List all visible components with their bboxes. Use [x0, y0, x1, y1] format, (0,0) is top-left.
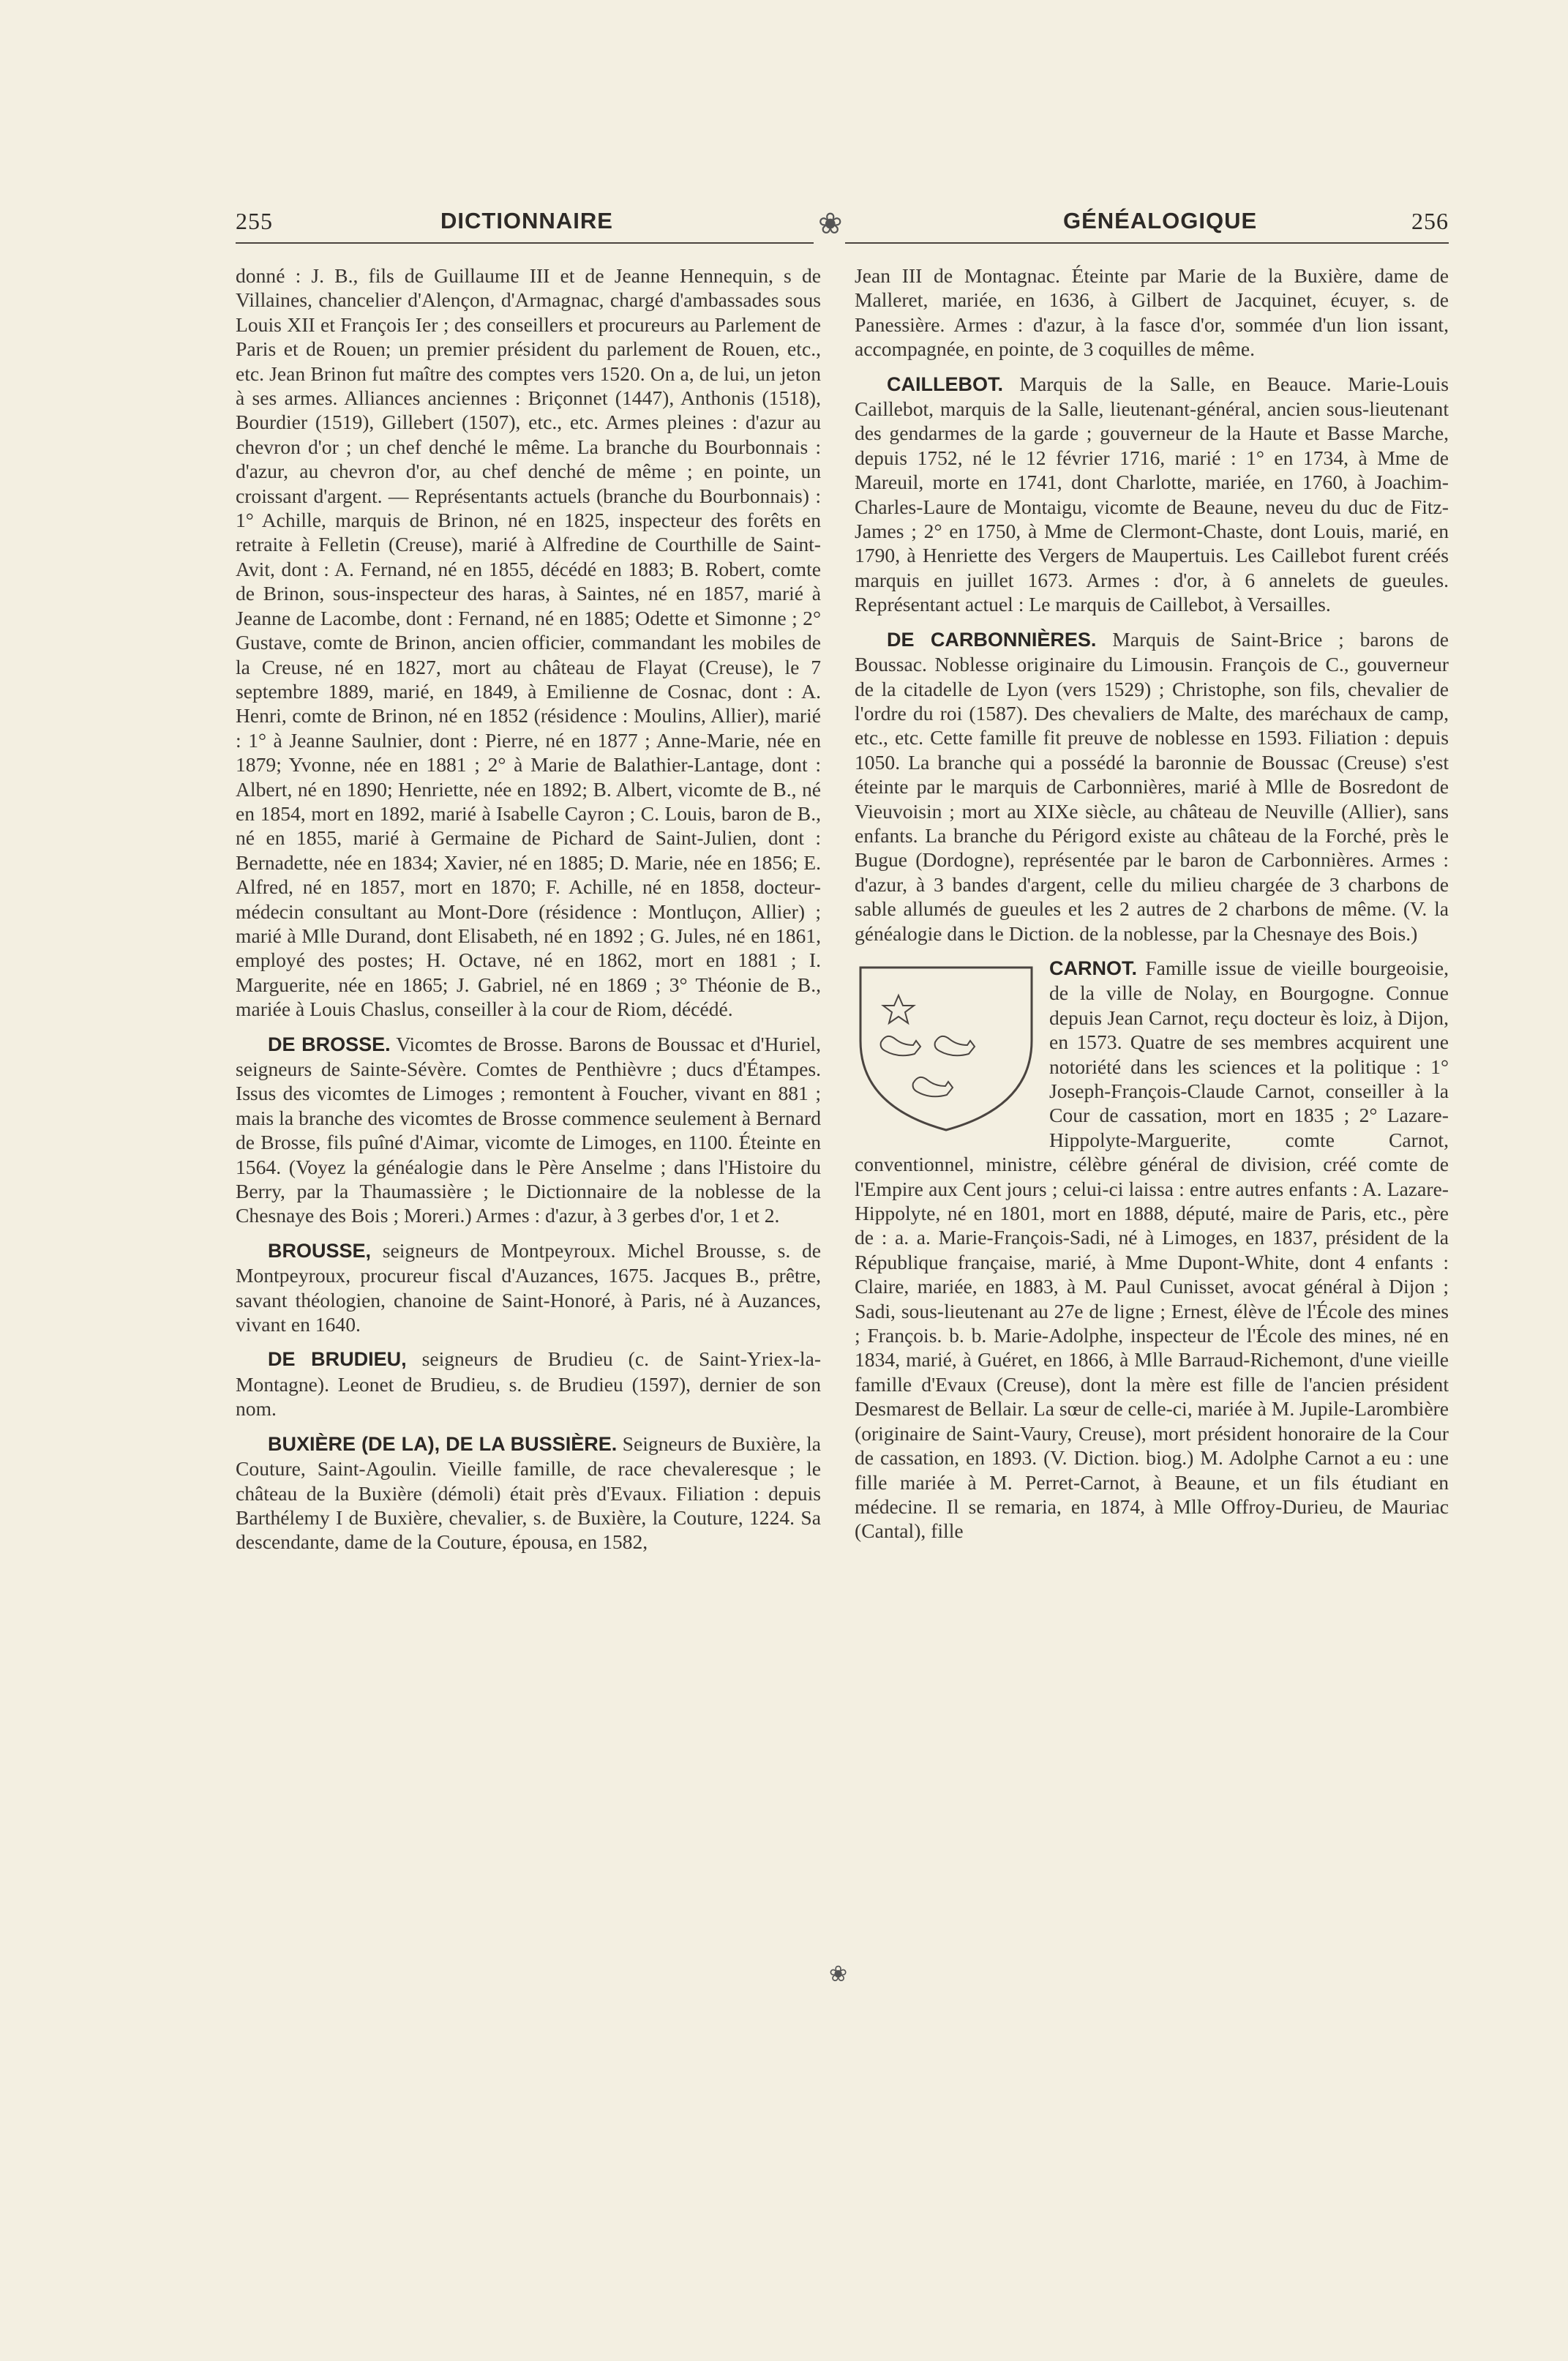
entry-buxiere	[236, 1432, 821, 1554]
entry-text: Marquis de Saint-Brice ; barons de Boussac. Noblesse originaire du Limousin. François de C., gouverneur de la citadelle de Lyon (vers 1529) ; Christophe, son fils, chevalier de l'ordre du roi (1587). Des chevaliers de Malte, des maréchaux de camp, etc., etc. Cette famille fit preuve de noblesse en 1593. Filiation : depuis 1050. La branche qui a possédé la baronnie de Boussac (Creuse) s'est éteinte par le marquis de Carbonnières, marié à Mlle de Bosredont de Vieuvoisin ; mort au XIXe siècle, au château de Neuville (Allier), sans enfants. La branche du Périgord existe au château de la Forché, près le Bugue (Dordogne), représentée par le baron de Carbonnières. Armes : d'azur, à 3 bandes d'argent, celle du milieu chargée de 3 charbons de sable allumés de gueules et les 2 autres de 2 charbons de même. (V. la généalogie dans le Diction. de la noblesse, par la Chesnaye des Bois.)	[855, 627, 1449, 945]
entry-text: seigneurs de Brudieu (c. de Saint-Yriex-la-Montagne). Leonet de Brudieu, s. de Brudieu (1597), dernier de son nom.	[236, 1347, 822, 1421]
header-rule-right	[845, 242, 1449, 244]
entry-heading: CAILLEBOT.	[887, 373, 1003, 395]
fleuron-ornament-icon: ❀	[818, 207, 843, 240]
entry-heading: CARNOT.	[1049, 957, 1137, 979]
left-running-title: DICTIONNAIRE	[440, 208, 613, 233]
entry-heading: BUXIÈRE (DE LA), DE LA BUSSIÈRE.	[268, 1432, 618, 1455]
carnot-coat-of-arms-icon	[855, 960, 1038, 1136]
buxiere-continuation: Jean III de Montagnac. Éteinte par Marie de la Buxière, dame de Malleret, mariée, en 1636, à Gilbert de Jacquinet, écuyer, s. de Panessière. Armes : d'azur, à la fasce d'or, sommée d'un lion issant, accompagnée, en pointe, de 3 coquilles de même.	[855, 264, 1449, 361]
right-running-title: GÉNÉALOGIQUE	[1063, 208, 1258, 233]
entry-heading: DE BRUDIEU,	[268, 1348, 407, 1371]
entry-heading: BROUSSE,	[268, 1239, 372, 1262]
entry-de-carbonnieres	[855, 627, 1449, 946]
entry-de-brosse	[236, 1032, 821, 1228]
entry-text: Vicomtes de Brosse. Barons de Boussac et d'Huriel, seigneurs de Sainte-Sévère. Comtes de Penthièvre ; ducs d'Étampes. Issus des vicomtes de Limoges ; remontent à Foucher, vivant en 881 ; mais la branche des vicomtes de Brosse commence seulement à Bernard de Brosse, fils puîné d'Aimar, vicomte de Limoges, en 1100. Éteinte en 1564. (Voyez la généalogie dans le Père Anselme ; dans l'Histoire du Berry, par la Thaumassière ; le Dictionnaire de la noblesse de la Chesnaye des Bois ; Moreri.) Armes : d'azur, à 3 gerbes d'or, 1 et 2.	[236, 1032, 821, 1227]
entry-text: Marquis de la Salle, en Beauce. Marie-Louis Caillebot, marquis de la Salle, lieutenant-général, ancien sous-lieutenant des gendarmes de la garde ; gouverneur de la Haute et Basse Marche, depuis 1752, né le 12 février 1716, marié : 1° en 1734, à Mme de Mareuil, morte en 1741, dont Charlotte, mariée, en 1760, à Joachim-Charles-Laure de Montaigu, vicomte de Beaune, neveu du duc de Fitz-James ; 2° en 1750, à Mme de Clermont-Chaste, dont Louis, marié, en 1790, à Henriette des Vergers de Maupertuis. Les Caillebot furent créés marquis en juillet 1673. Armes : d'or, à 6 annelets de gueules. Représentant actuel : Le marquis de Caillebot, à Versailles.	[855, 372, 1449, 616]
header-rule-left	[236, 242, 814, 244]
fleuron-ornament-bottom-icon: ❀	[829, 1962, 848, 1986]
right-column	[855, 263, 1449, 1544]
left-page-number: 255	[236, 208, 273, 234]
entry-carnot	[855, 956, 1449, 1544]
entry-text: Famille issue de vieille bourgeoisie, de la ville de Nolay, en Bourgogne. Connue depuis Jean Carnot, reçu docteur ès loiz, à Dijon, en 1573. Quatre de ses membres acquirent une notoriété dans les sciences et la politique : 1° Joseph-François-Claude Carnot, conseiller à la Cour de cassation, mort en 1835 ; 2° Lazare-Hippolyte-Marguerite, comte Carnot, conventionnel, ministre, célèbre général de division, créé comte de l'Empire aux Cent jours ; celui-ci laissa : entre autres enfants : A. Lazare-Hippolyte, né en 1801, mort en 1888, député, maire de Paris, etc., père de : a. a. Marie-François-Sadi, né à Limoges, en 1837, président de la République française, marié, à Mme Dupont-White, dont 4 enfants : Claire, mariée, en 1883, à M. Paul Cunisset, avocat général à Dijon ; Sadi, sous-lieutenant au 27e de ligne ; Ernest, élève de l'École des mines ; François. b. b. Marie-Adolphe, inspecteur de l'École des mines, né en 1834, marié, à Guéret, en 1866, à Mlle Barraud-Richemont, d'une vieille famille d'Evaux (Creuse), dont la mère est fille de l'ancien président Desmarest de Bellair. La sœur de celle-ci, mariée à M. Jupile-Larombière (originaire de Saint-Vaury, Creuse), mort président honoraire de la Cour de cassation, en 1893. (V. Diction. biog.) M. Adolphe Carnot a eu : une fille mariée à M. Perret-Carnot, à Beaune, et un fils étudiant en médecine. Il se remaria, en 1874, à Mlle Offroy-Durieu, de Mauriac (Cantal), fille	[855, 956, 1449, 1543]
left-column	[236, 263, 821, 1554]
entry-heading: DE CARBONNIÈRES.	[887, 628, 1097, 651]
right-page-number: 256	[1411, 208, 1449, 234]
entry-caillebot	[855, 372, 1449, 617]
brinon-continuation: donné : J. B., fils de Guillaume III et de Jeanne Hennequin, s de Villaines, chancelier d'Alençon, d'Armagnac, chargé d'ambassades sous Louis XII et François Ier ; des conseillers et procureurs au Parlement de Paris et de Rouen; un premier président du parlement de Rouen, etc., etc. Jean Brinon fut maître des comptes vers 1520. On a, de lui, un jeton à ses armes. Alliances anciennes : Briçonnet (1447), Anthonis (1518), Bourdier (1519), Gillebert (1507), etc., etc. Armes pleines : d'azur au chevron d'or ; un chef denché le même. La branche du Bourbonnais : d'azur, au chevron d'or, au chef denché de même ; en pointe, un croissant d'argent. — Représentants actuels (branche du Bourbonnais) : 1° Achille, marquis de Brinon, né en 1825, inspecteur des forêts en retraite à Felletin (Creuse), marié à Alfredine de Courthille de Saint-Avit, dont : A. Fernand, né en 1855, décédé en 1883; B. Robert, comte de Brinon, sous-inspecteur des haras, à Saintes, né en 1857, marié à Jeanne de Lacombe, dont : Fernand, né en 1885; Odette et Simonne ; 2° Gustave, comte de Brinon, ancien officier, commandant les mobiles de la Creuse, né en 1827, mort au château de Flayat (Creuse), le 7 septembre 1889, marié, en 1849, à Emilienne de Cosnac, dont : A. Henri, comte de Brinon, né en 1852 (résidence : Moulins, Allier), marié : 1° à Jeanne Saulnier, dont : Pierre, né en 1877 ; Anne-Marie, née en 1879; Yvonne, née en 1881 ; 2° à Marie de Balathier-Lantage, dont : Albert, né en 1890; Henriette, née en 1892; B. Albert, vicomte de B., né en 1854, mort en 1892, marié à Isabelle Cayron ; C. Louis, baron de B., né en 1855, marié à Germaine de Pichard de Saint-Julien, dont : Bernadette, née en 1834; Xavier, né en 1885; D. Marie, née en 1856; E. Alfred, né en 1857, mort en 1870; F. Achille, né en 1858, docteur-médecin consultant au Mont-Dore (résidence : Montluçon, Allier) ; marié à Mlle Durand, dont Elisabeth, né en 1892 ; G. Jules, né en 1861, employé des postes; H. Octave, né en 1862, mort en 1881 ; I. Marguerite, née en 1865; J. Gabriel, né en 1869 ; 3° Théonie de B., mariée à Louis Chaslus, conseiller à la cour de Riom, décédé.	[236, 264, 821, 1021]
entry-heading: DE BROSSE.	[268, 1033, 391, 1055]
right-page-header	[855, 208, 1449, 243]
entry-brousse	[236, 1238, 821, 1337]
entry-de-brudieu	[236, 1347, 821, 1421]
entry-text: seigneurs de Montpeyroux. Michel Brousse, s. de Montpeyroux, procureur fiscal d'Auzances, 1675. Jacques B., prêtre, savant théologien, chanoine de Saint-Honoré, à Paris, né à Auzances, vivant en 1640.	[236, 1238, 822, 1336]
left-page-header	[236, 208, 806, 243]
entry-text: Seigneurs de Buxière, la Couture, Saint-Agoulin. Vieille famille, de race chevaleresque ; le château de la Buxière (démoli) était près d'Evaux. Filiation : depuis Barthélemy I de Buxière, chevalier, s. de Buxière, la Couture, 1224. Sa descendante, dame de la Couture, épousa, en 1582,	[236, 1432, 821, 1554]
